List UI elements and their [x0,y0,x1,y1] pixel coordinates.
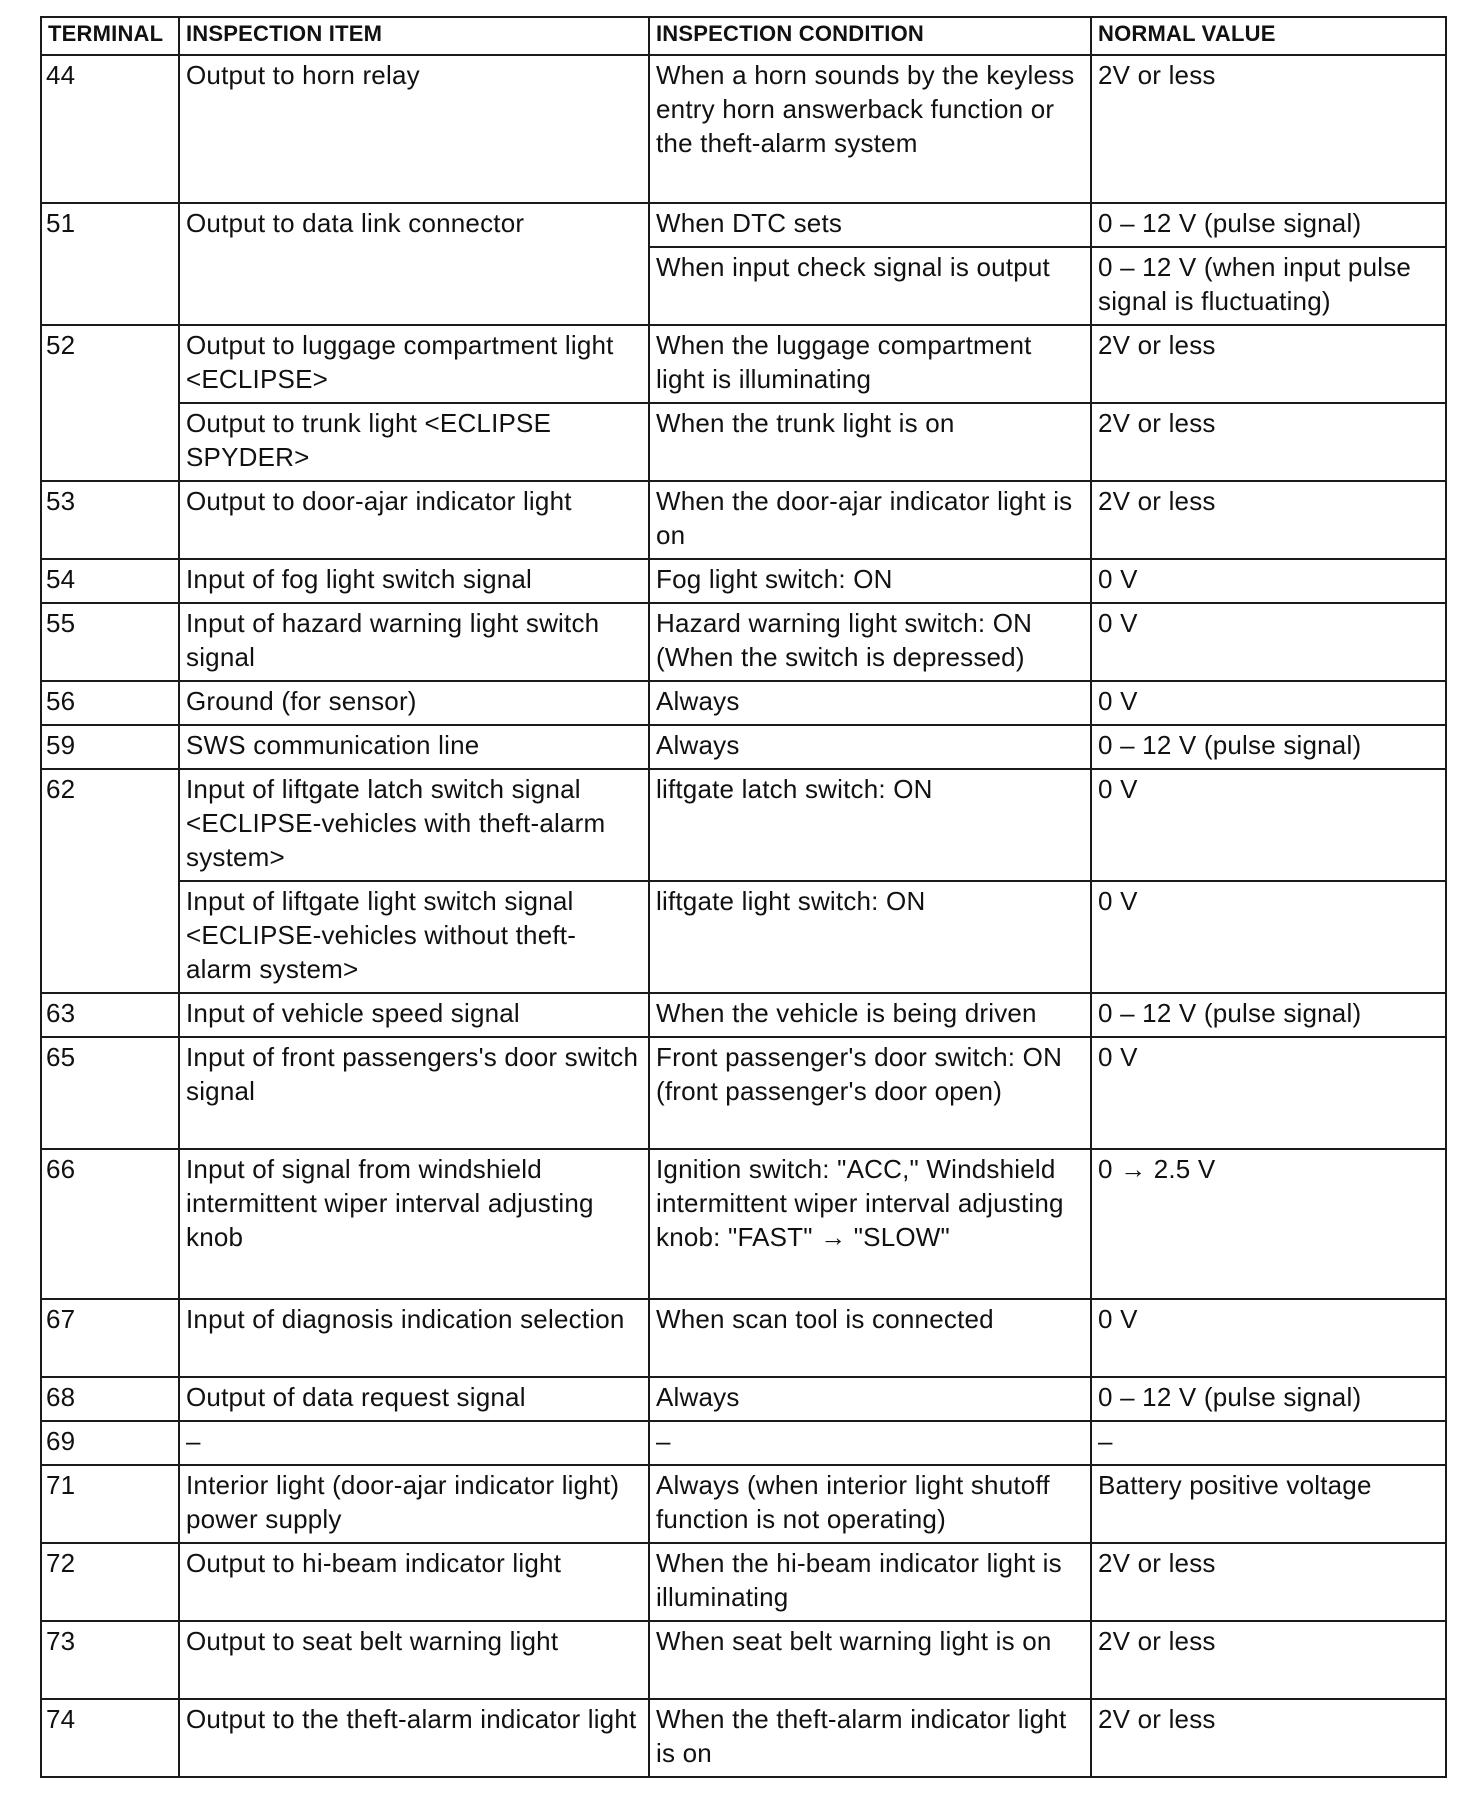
normal-value-cell: 2V or less [1091,1543,1446,1621]
inspection-item-cell: Input of front passengers's door switch signal [179,1037,649,1149]
table-row [41,559,1446,603]
normal-value-cell: 0 V [1091,881,1446,993]
terminal-cell: 63 [41,993,179,1037]
inspection-table-sheet [40,16,1445,1778]
table-row [41,1699,1446,1777]
terminal-cell: 72 [41,1543,179,1621]
terminal-cell: 53 [41,481,179,559]
inspection-item-cell: Input of diagnosis indication selection [179,1299,649,1377]
table-row [41,55,1446,203]
header-terminal: TERMINAL [41,17,179,55]
terminal-cell: 52 [41,325,179,481]
table-row [41,1621,1446,1699]
normal-value-cell: 0 V [1091,681,1446,725]
inspection-item-cell: Input of fog light switch signal [179,559,649,603]
inspection-item-cell: Input of signal from windshield intermittent wiper interval adjusting knob [179,1149,649,1299]
terminal-cell: 62 [41,769,179,993]
inspection-item-cell: Input of vehicle speed signal [179,993,649,1037]
inspection-item-cell: Output to hi-beam indicator light [179,1543,649,1621]
inspection-item-cell: Output to the theft-alarm indicator light [179,1699,649,1777]
inspection-item-cell: Output to luggage compartment light <ECLIPSE> [179,325,649,403]
table-row [41,725,1446,769]
terminal-cell: 56 [41,681,179,725]
table-row [41,1543,1446,1621]
inspection-table [40,16,1447,1778]
normal-value-cell: 0 – 12 V (pulse signal) [1091,725,1446,769]
inspection-condition-cell: When the luggage compartment light is illuminating [649,325,1091,403]
table-row [41,1299,1446,1377]
inspection-item-cell: Interior light (door-ajar indicator light) power supply [179,1465,649,1543]
inspection-condition-cell: When the door-ajar indicator light is on [649,481,1091,559]
inspection-item-cell: Output to horn relay [179,55,649,203]
table-row [41,1377,1446,1421]
terminal-cell: 67 [41,1299,179,1377]
inspection-item-cell: Input of liftgate latch switch signal <ECLIPSE-vehicles with theft-alarm system> [179,769,649,881]
terminal-cell: 55 [41,603,179,681]
inspection-condition-cell: Front passenger's door switch: ON (front passenger's door open) [649,1037,1091,1149]
inspection-condition-cell: Always [649,681,1091,725]
table-row [41,1037,1446,1149]
normal-value-cell: – [1091,1421,1446,1465]
header-normal-value: NORMAL VALUE [1091,17,1446,55]
normal-value-cell: 0 → 2.5 V [1091,1149,1446,1299]
inspection-item-cell: SWS communication line [179,725,649,769]
inspection-condition-cell: Ignition switch: "ACC," Windshield intermittent wiper interval adjusting knob: "FAST" → "SLOW" [649,1149,1091,1299]
normal-value-cell: 0 V [1091,603,1446,681]
normal-value-cell: 0 V [1091,559,1446,603]
normal-value-cell: 0 – 12 V (pulse signal) [1091,1377,1446,1421]
normal-value-cell: 2V or less [1091,403,1446,481]
inspection-item-cell: Ground (for sensor) [179,681,649,725]
inspection-condition-cell: When the theft-alarm indicator light is on [649,1699,1091,1777]
terminal-cell: 73 [41,1621,179,1699]
terminal-cell: 65 [41,1037,179,1149]
normal-value-cell: 2V or less [1091,481,1446,559]
inspection-item-cell: Input of hazard warning light switch signal [179,603,649,681]
inspection-condition-cell: – [649,1421,1091,1465]
table-row [41,203,1446,247]
terminal-cell: 69 [41,1421,179,1465]
table-row [41,1421,1446,1465]
normal-value-cell: 0 V [1091,1037,1446,1149]
terminal-cell: 68 [41,1377,179,1421]
inspection-condition-cell: When input check signal is output [649,247,1091,325]
inspection-condition-cell: When a horn sounds by the keyless entry horn answerback function or the theft-alarm system [649,55,1091,203]
table-row [41,993,1446,1037]
inspection-item-cell: Output of data request signal [179,1377,649,1421]
inspection-item-cell: Output to seat belt warning light [179,1621,649,1699]
header-row [41,17,1446,55]
inspection-condition-cell: Always (when interior light shutoff function is not operating) [649,1465,1091,1543]
normal-value-cell: 2V or less [1091,1699,1446,1777]
terminal-cell: 74 [41,1699,179,1777]
inspection-condition-cell: When the hi-beam indicator light is illuminating [649,1543,1091,1621]
inspection-condition-cell: Always [649,1377,1091,1421]
header-inspection-item: INSPECTION ITEM [179,17,649,55]
inspection-condition-cell: liftgate light switch: ON [649,881,1091,993]
table-row [41,1465,1446,1543]
inspection-condition-cell: Always [649,725,1091,769]
table-row [41,603,1446,681]
table-row [41,403,1446,481]
table-row [41,769,1446,881]
normal-value-cell: 2V or less [1091,55,1446,203]
terminal-cell: 54 [41,559,179,603]
terminal-cell: 51 [41,203,179,325]
inspection-condition-cell: When the trunk light is on [649,403,1091,481]
inspection-condition-cell: Hazard warning light switch: ON (When the switch is depressed) [649,603,1091,681]
inspection-condition-cell: When DTC sets [649,203,1091,247]
inspection-item-cell: Output to data link connector [179,203,649,325]
table-row [41,325,1446,403]
normal-value-cell: 2V or less [1091,325,1446,403]
inspection-condition-cell: liftgate latch switch: ON [649,769,1091,881]
normal-value-cell: 0 – 12 V (pulse signal) [1091,203,1446,247]
inspection-item-cell: Input of liftgate light switch signal <ECLIPSE-vehicles without theft-alarm system> [179,881,649,993]
inspection-item-cell: – [179,1421,649,1465]
inspection-item-cell: Output to trunk light <ECLIPSE SPYDER> [179,403,649,481]
table-row [41,881,1446,993]
terminal-cell: 71 [41,1465,179,1543]
inspection-condition-cell: When scan tool is connected [649,1299,1091,1377]
normal-value-cell: Battery positive voltage [1091,1465,1446,1543]
terminal-cell: 66 [41,1149,179,1299]
header-inspection-condition: INSPECTION CONDITION [649,17,1091,55]
terminal-cell: 59 [41,725,179,769]
normal-value-cell: 0 V [1091,769,1446,881]
table-row [41,481,1446,559]
normal-value-cell: 2V or less [1091,1621,1446,1699]
inspection-condition-cell: When the vehicle is being driven [649,993,1091,1037]
table-row [41,1149,1446,1299]
normal-value-cell: 0 V [1091,1299,1446,1377]
table-row [41,681,1446,725]
normal-value-cell: 0 – 12 V (pulse signal) [1091,993,1446,1037]
inspection-condition-cell: When seat belt warning light is on [649,1621,1091,1699]
terminal-cell: 44 [41,55,179,203]
inspection-condition-cell: Fog light switch: ON [649,559,1091,603]
normal-value-cell: 0 – 12 V (when input pulse signal is fluctuating) [1091,247,1446,325]
inspection-item-cell: Output to door-ajar indicator light [179,481,649,559]
